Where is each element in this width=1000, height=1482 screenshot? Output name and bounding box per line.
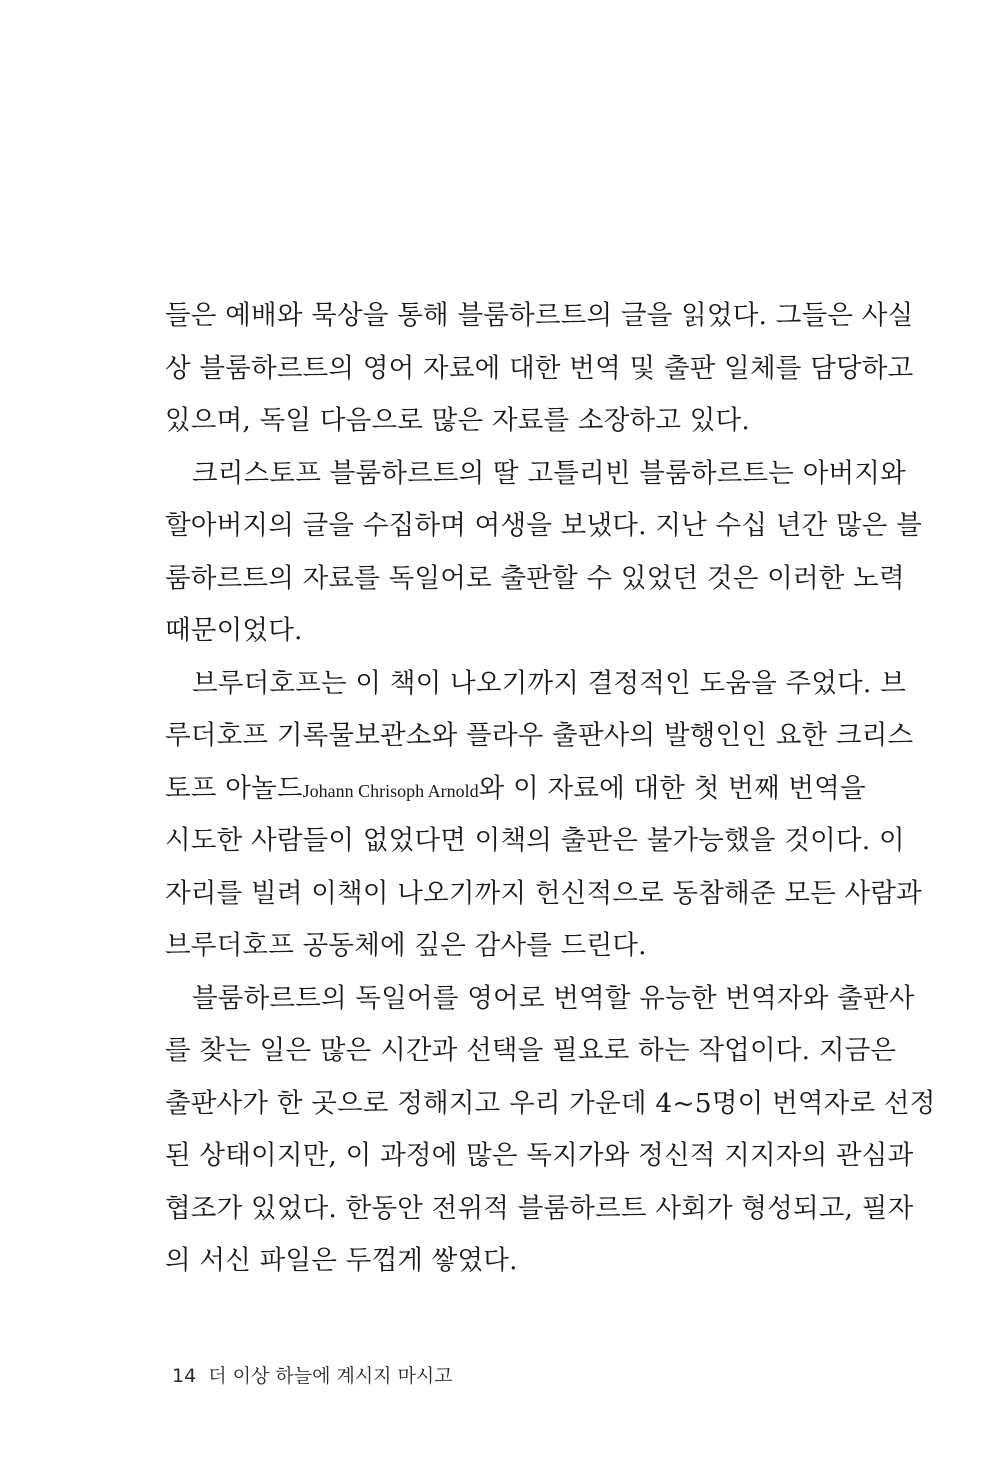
text-line: 룸하르트의 자료를 독일어로 출판할 수 있었던 것은 이러한 노력 [165, 562, 905, 594]
text-line: 있으며, 독일 다음으로 많은 자료를 소장하고 있다. [165, 405, 750, 436]
text-line: 자리를 빌려 이책이 나오기까지 헌신적으로 동참해준 모든 사람과 [165, 877, 922, 909]
text-run: 토프 아놀드 [165, 772, 303, 804]
text-line: 된 상태이지만, 이 과정에 많은 독지가와 정신적 지지자의 관심과 [165, 1140, 914, 1171]
text-line: 블룸하르트의 독일어를 영어로 번역할 유능한 번역자와 출판사 [192, 982, 915, 1014]
text-run: 와 이 자료에 대한 첫 번째 번역을 [478, 772, 866, 804]
paragraph-2 [165, 448, 923, 658]
text-line: 브루더호프는 이 책이 나오기까지 결정적인 도움을 주었다. 브 [192, 667, 906, 699]
paragraph-4 [165, 973, 936, 1288]
page-footer [172, 1361, 453, 1391]
text-line: 브루더호프 공동체에 깊은 감사를 드린다. [165, 930, 647, 961]
text-line: 들은 예배와 묵상을 통해 블룸하르트의 글을 읽었다. 그들은 사실 [165, 300, 914, 331]
text-line: 의 서신 파일은 두껍게 쌓였다. [165, 1245, 518, 1276]
text-line: 루더호프 기록물보관소와 플라우 출판사의 발행인인 요한 크리스 [165, 720, 914, 751]
text-line: 시도한 사람들이 없었다면 이책의 출판은 불가능했을 것이다. 이 [165, 825, 905, 856]
body-text [165, 290, 936, 1288]
text-line: 상 블룸하르트의 영어 자료에 대한 번역 및 출판 일체를 담당하고 [165, 352, 914, 384]
text-line-mixed [165, 763, 866, 816]
paragraph-1 [165, 290, 914, 448]
paragraph-3 [165, 658, 922, 973]
page-number: 14 [172, 1365, 197, 1387]
text-line: 크리스토프 블룸하르트의 딸 고틀리빈 블룸하르트는 아버지와 [192, 457, 906, 489]
text-line: 협조가 있었다. 한동안 전위적 블룸하르트 사회가 형성되고, 필자 [165, 1192, 914, 1224]
text-line: 출판사가 한 곳으로 정해지고 우리 가운데 4~5명이 번역자로 선정 [165, 1087, 936, 1119]
running-title: 더 이상 하늘에 계시지 마시고 [208, 1365, 453, 1387]
latin-name: Johann Chrisoph Arnold [302, 780, 479, 801]
text-line: 때문이었다. [165, 615, 303, 646]
text-line: 를 찾는 일은 많은 시간과 선택을 필요로 하는 작업이다. 지금은 [165, 1035, 897, 1066]
text-line: 할아버지의 글을 수집하며 여생을 보냈다. 지난 수십 년간 많은 블 [165, 510, 923, 541]
